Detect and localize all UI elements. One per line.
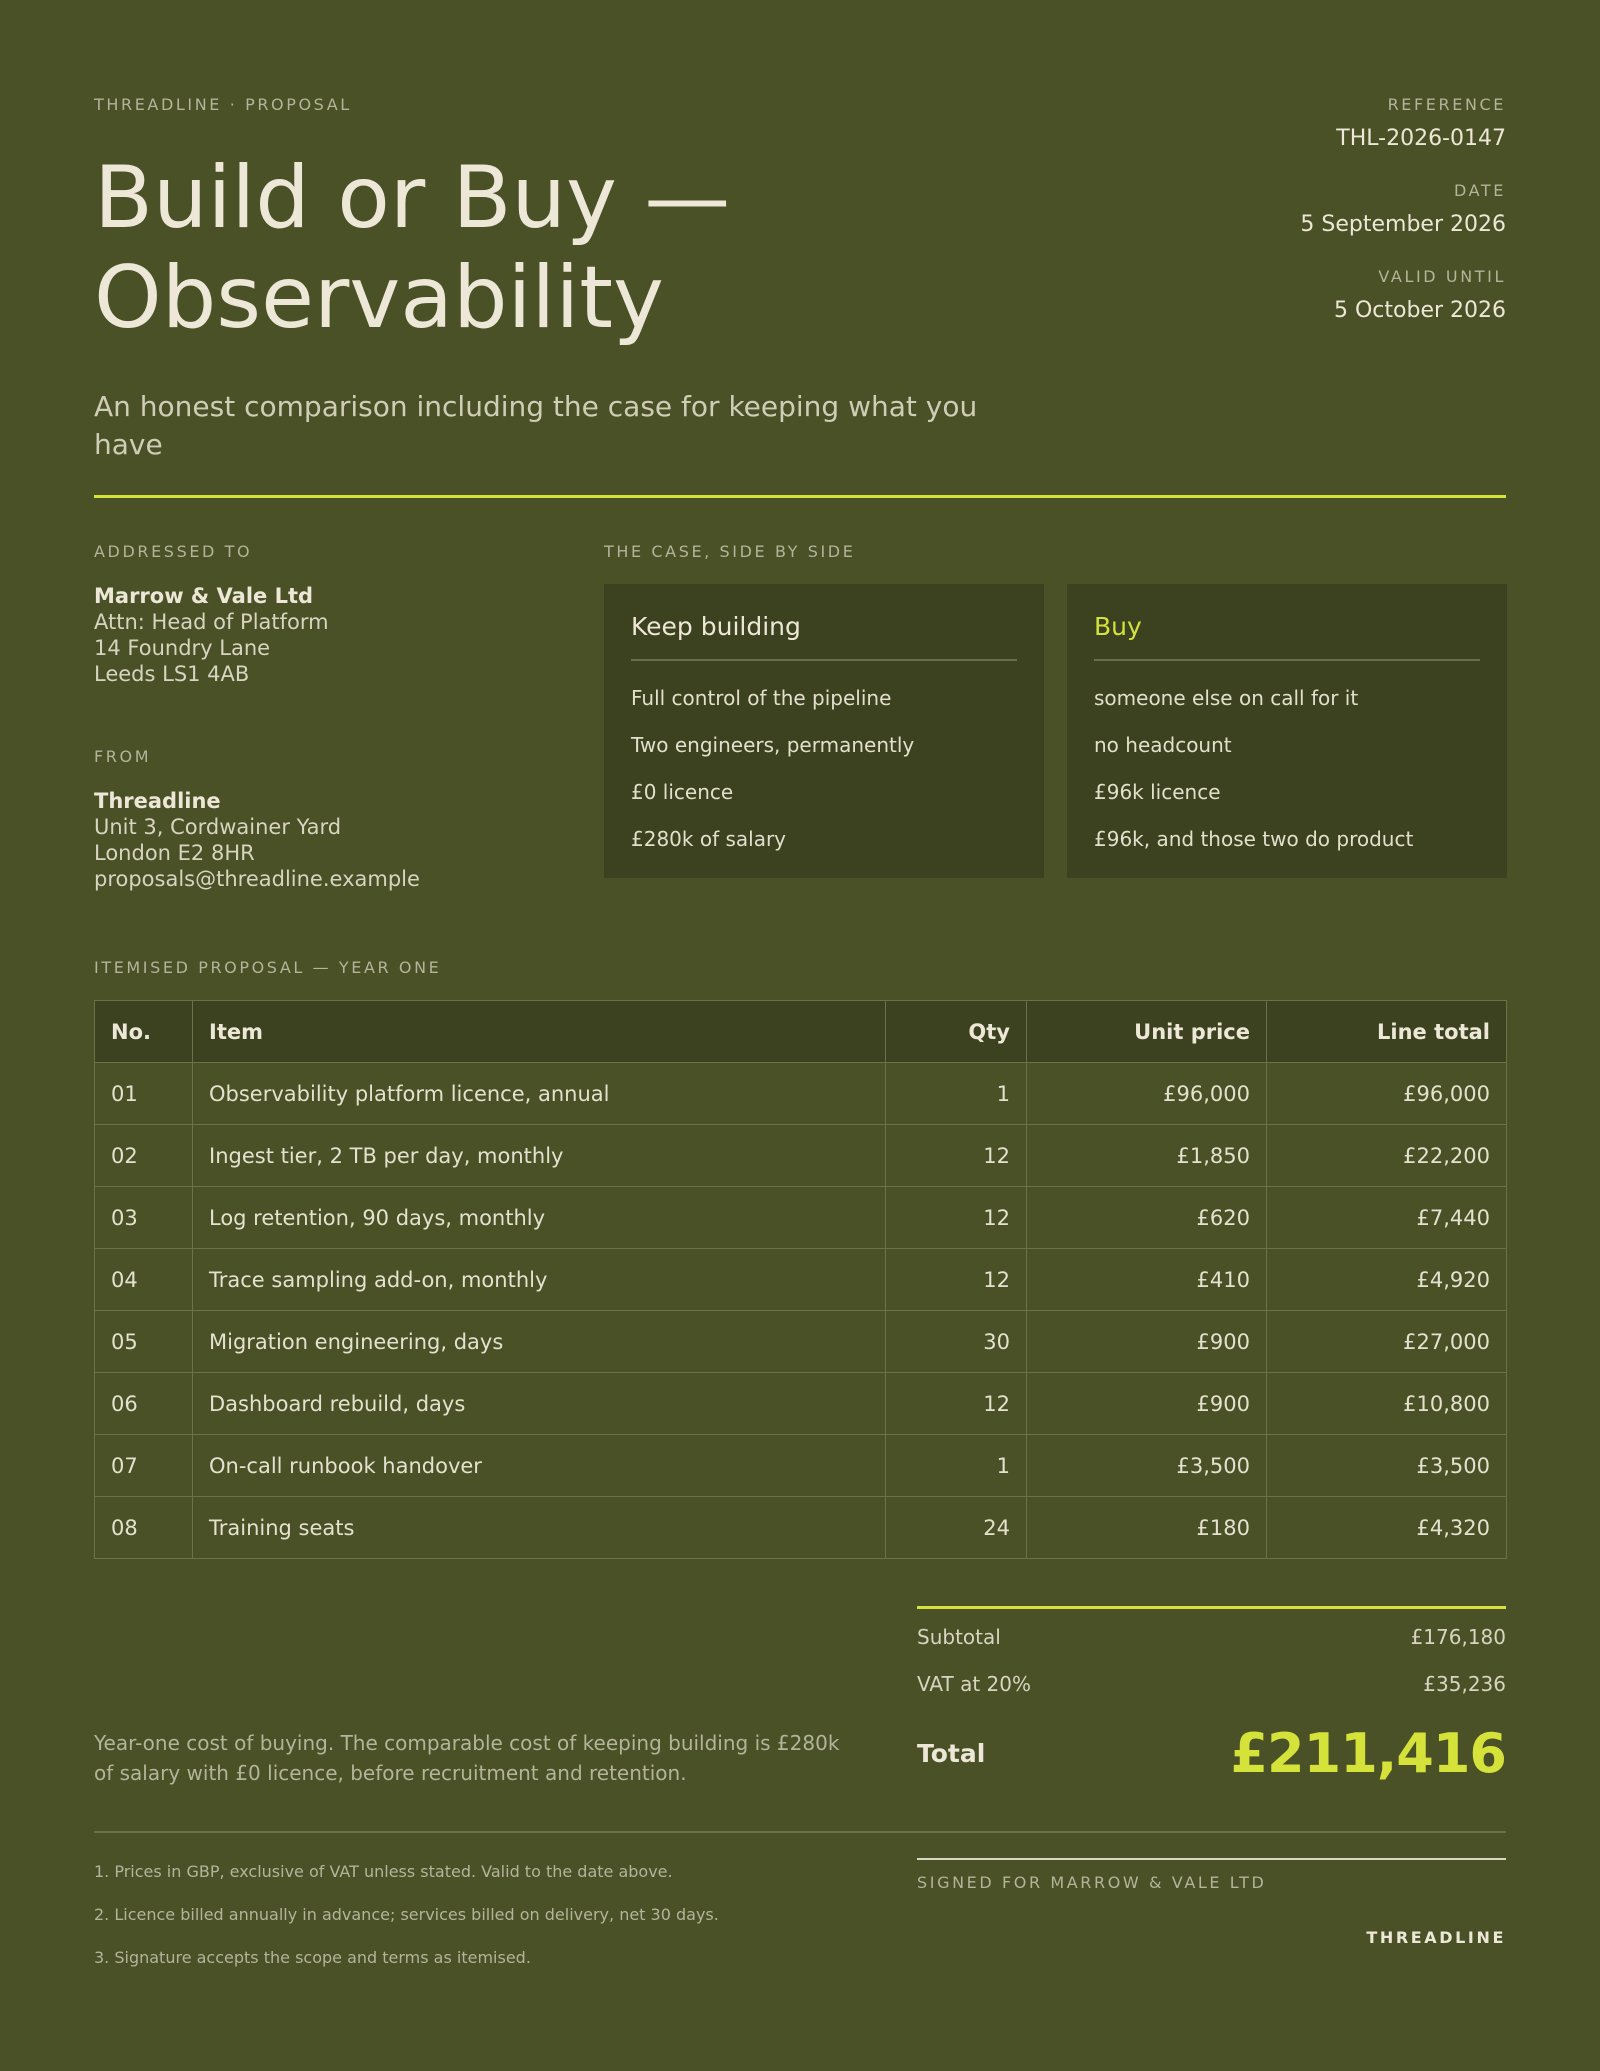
column-header-unit-price: Unit price <box>1027 1001 1267 1063</box>
item-qty: 30 <box>886 1311 1027 1373</box>
item-unit-price: £180 <box>1027 1497 1267 1559</box>
valid-until-value: 5 October 2026 <box>1333 298 1506 323</box>
sender-address-line: Unit 3, Cordwainer Yard <box>94 815 342 839</box>
document-meta <box>1086 95 1506 353</box>
item-description: Dashboard rebuild, days <box>193 1373 886 1435</box>
term-item: 3. Signature accepts the scope and terms as itemised. <box>94 1948 531 1967</box>
column-header-item: Item <box>193 1001 886 1063</box>
item-description: Log retention, 90 days, monthly <box>193 1187 886 1249</box>
item-qty: 12 <box>886 1125 1027 1187</box>
item-unit-price: £96,000 <box>1027 1063 1267 1125</box>
footer-divider <box>94 1831 1506 1833</box>
signature-label: SIGNED FOR MARROW & VALE LTD <box>917 1873 1267 1892</box>
addressed-to-block <box>94 542 554 687</box>
table-row <box>95 1497 1507 1559</box>
subtotal-row <box>917 1625 1506 1649</box>
item-number: 05 <box>95 1311 193 1373</box>
item-line-total: £10,800 <box>1267 1373 1507 1435</box>
total-label: Total <box>917 1739 986 1768</box>
date-value: 5 September 2026 <box>1300 212 1506 237</box>
item-line-total: £22,200 <box>1267 1125 1507 1187</box>
item-line-total: £3,500 <box>1267 1435 1507 1497</box>
keep-building-title: Keep building <box>631 612 1017 661</box>
table-row <box>95 1187 1507 1249</box>
terms-list <box>94 1862 874 1991</box>
column-header-line-total: Line total <box>1267 1001 1507 1063</box>
table-row <box>95 1311 1507 1373</box>
item-qty: 12 <box>886 1249 1027 1311</box>
page-title <box>94 148 994 348</box>
item-unit-price: £620 <box>1027 1187 1267 1249</box>
keep-point: £0 licence <box>631 780 734 804</box>
from-block <box>94 747 554 892</box>
signature-brand: THREADLINE <box>1366 1928 1506 1947</box>
brand-eyebrow: THREADLINE · PROPOSAL <box>94 95 352 114</box>
item-number: 08 <box>95 1497 193 1559</box>
sender-address-line: London E2 8HR <box>94 841 255 865</box>
date-label: DATE <box>1453 181 1506 200</box>
buy-card <box>1067 584 1507 878</box>
from-label: FROM <box>94 747 152 766</box>
item-number: 02 <box>95 1125 193 1187</box>
vat-value: £35,236 <box>1423 1672 1506 1696</box>
keep-building-card <box>604 584 1044 878</box>
item-description: Trace sampling add-on, monthly <box>193 1249 886 1311</box>
sender-name: Threadline <box>94 789 221 813</box>
buy-point: no headcount <box>1094 733 1232 757</box>
column-header-qty: Qty <box>886 1001 1027 1063</box>
comparison-label: THE CASE, SIDE BY SIDE <box>604 542 856 561</box>
reference-label: REFERENCE <box>1387 95 1506 114</box>
keep-point: Two engineers, permanently <box>631 733 915 757</box>
total-value: £211,416 <box>1230 1722 1506 1785</box>
item-unit-price: £900 <box>1027 1311 1267 1373</box>
item-qty: 1 <box>886 1435 1027 1497</box>
item-unit-price: £3,500 <box>1027 1435 1267 1497</box>
table-row <box>95 1125 1507 1187</box>
item-number: 03 <box>95 1187 193 1249</box>
total-row <box>917 1722 1506 1785</box>
item-number: 06 <box>95 1373 193 1435</box>
table-row <box>95 1063 1507 1125</box>
item-qty: 1 <box>886 1063 1027 1125</box>
item-unit-price: £1,850 <box>1027 1125 1267 1187</box>
item-line-total: £4,920 <box>1267 1249 1507 1311</box>
buy-point: someone else on call for it <box>1094 686 1359 710</box>
item-unit-price: £410 <box>1027 1249 1267 1311</box>
items-table <box>94 1000 1507 1559</box>
subtotal-value: £176,180 <box>1410 1625 1506 1649</box>
totals-accent-rule <box>917 1606 1506 1609</box>
item-description: Migration engineering, days <box>193 1311 886 1373</box>
table-header-row <box>95 1001 1507 1063</box>
item-line-total: £4,320 <box>1267 1497 1507 1559</box>
table-row <box>95 1435 1507 1497</box>
proposal-page <box>94 0 1506 2071</box>
sender-email-link[interactable]: proposals@threadline.example <box>94 867 420 891</box>
table-row <box>95 1249 1507 1311</box>
item-description: Ingest tier, 2 TB per day, monthly <box>193 1125 886 1187</box>
buy-title: Buy <box>1094 612 1480 661</box>
item-description: Observability platform licence, annual <box>193 1063 886 1125</box>
item-qty: 24 <box>886 1497 1027 1559</box>
addressed-to-label: ADDRESSED TO <box>94 542 253 561</box>
item-number: 01 <box>95 1063 193 1125</box>
valid-until-label: VALID UNTIL <box>1378 267 1506 286</box>
buy-point: £96k licence <box>1094 780 1221 804</box>
cost-note: Year-one cost of buying. The comparable cost of keeping building is £280k of salary with £0 licence, before recruitment and retention. <box>94 1731 840 1785</box>
item-line-total: £7,440 <box>1267 1187 1507 1249</box>
subtotal-label: Subtotal <box>917 1625 1001 1649</box>
items-label: ITEMISED PROPOSAL — YEAR ONE <box>94 958 442 977</box>
column-header-no: No. <box>95 1001 193 1063</box>
vat-label: VAT at 20% <box>917 1672 1032 1696</box>
item-number: 07 <box>95 1435 193 1497</box>
vat-row <box>917 1672 1506 1696</box>
client-address-line: Attn: Head of Platform <box>94 610 329 634</box>
page-subtitle: An honest comparison including the case for keeping what you have <box>94 390 978 461</box>
term-item: 1. Prices in GBP, exclusive of VAT unless stated. Valid to the date above. <box>94 1862 673 1881</box>
client-name: Marrow & Vale Ltd <box>94 584 314 608</box>
item-line-total: £27,000 <box>1267 1311 1507 1373</box>
client-address-line: 14 Foundry Lane <box>94 636 271 660</box>
item-description: Training seats <box>193 1497 886 1559</box>
title-line-2: Observability <box>94 248 664 348</box>
title-line-1: Build or Buy — <box>94 148 731 248</box>
buy-point: £96k, and those two do product <box>1094 827 1414 851</box>
item-description: On-call runbook handover <box>193 1435 886 1497</box>
keep-point: £280k of salary <box>631 827 787 851</box>
item-unit-price: £900 <box>1027 1373 1267 1435</box>
item-line-total: £96,000 <box>1267 1063 1507 1125</box>
table-row <box>95 1373 1507 1435</box>
client-address-line: Leeds LS1 4AB <box>94 662 250 686</box>
term-item: 2. Licence billed annually in advance; services billed on delivery, net 30 days. <box>94 1905 719 1924</box>
accent-divider <box>94 495 1506 498</box>
item-qty: 12 <box>886 1187 1027 1249</box>
reference-value: THL-2026-0147 <box>1336 126 1506 151</box>
keep-point: Full control of the pipeline <box>631 686 892 710</box>
signature-line[interactable] <box>917 1858 1506 1860</box>
item-number: 04 <box>95 1249 193 1311</box>
item-qty: 12 <box>886 1373 1027 1435</box>
